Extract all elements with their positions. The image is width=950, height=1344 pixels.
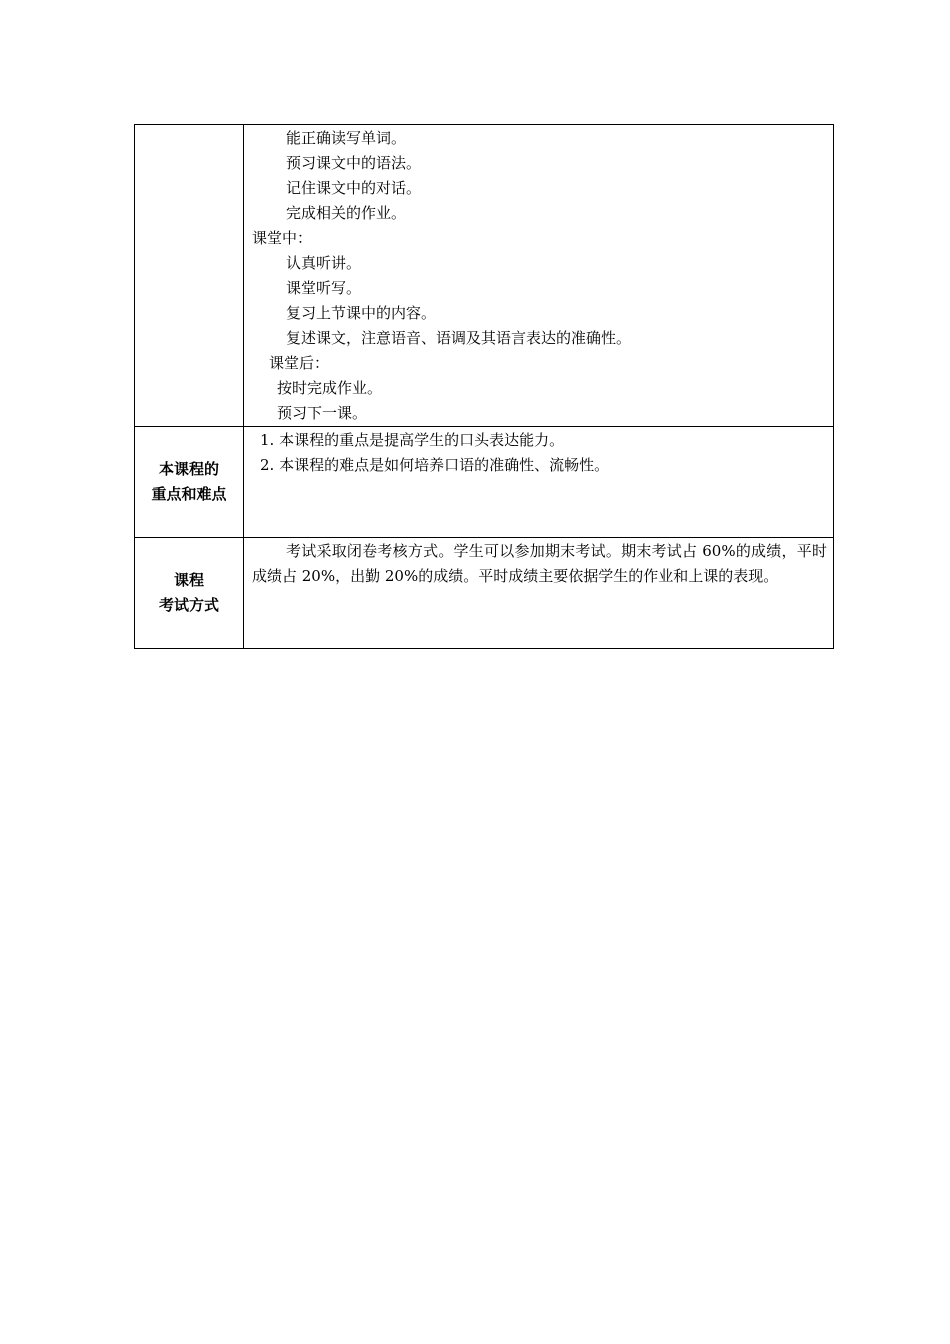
- course-info-table: [134, 124, 834, 649]
- label-line: 本课程的: [158, 460, 219, 478]
- list-item: 能正确读写单词。: [286, 129, 407, 147]
- row-label-key-points: [135, 427, 244, 538]
- label-line: 课程: [173, 571, 204, 589]
- list-item: 完成相关的作业。: [286, 204, 407, 222]
- table-row-exam-method: [135, 538, 834, 649]
- key-points-cell: [244, 427, 834, 538]
- list-item: 预习下一课。: [277, 404, 368, 422]
- list-item: 预习课文中的语法。: [286, 154, 422, 172]
- study-requirements-cell: [244, 125, 834, 427]
- list-item: 复述课文，注意语音、语调及其语言表达的准确性。: [286, 329, 632, 347]
- row-label-empty: [135, 125, 244, 427]
- list-item: 按时完成作业。: [277, 379, 383, 397]
- label-line: 重点和难点: [151, 485, 227, 503]
- section-heading-after-class: 课堂后：: [269, 354, 330, 372]
- exam-method-cell: [244, 538, 834, 649]
- row-label-exam-method: [135, 538, 244, 649]
- label-line: 考试方式: [158, 596, 219, 614]
- section-heading-in-class: 课堂中：: [252, 229, 313, 247]
- list-item: 2. 本课程的难点是如何培养口语的准确性、流畅性。: [260, 456, 610, 474]
- list-item: 1. 本课程的重点是提高学生的口头表达能力。: [260, 431, 565, 449]
- table-row-study-requirements: [135, 125, 834, 427]
- exam-description: 考试采取闭卷考核方式。学生可以参加期末考试。期末考试占 60%的成绩，平时成绩占 20%，出勤 20%的成绩。平时成绩主要依据学生的作业和上课的表现。: [252, 542, 827, 585]
- list-item: 复习上节课中的内容。: [286, 304, 437, 322]
- table-row-key-points: [135, 427, 834, 538]
- list-item: 记住课文中的对话。: [286, 179, 422, 197]
- list-item: 课堂听写。: [286, 279, 362, 297]
- list-item: 认真听讲。: [286, 254, 362, 272]
